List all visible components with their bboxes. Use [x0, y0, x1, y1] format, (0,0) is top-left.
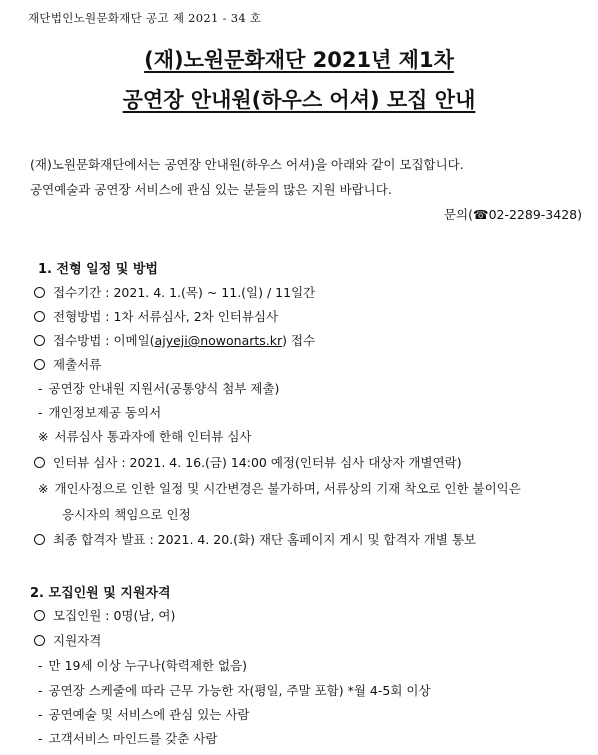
intro-line-1: (재)노원문화재단에서는 공연장 안내원(하우스 어셔)을 아래와 같이 모집합니다.: [30, 157, 464, 172]
intro-line-2: 공연예술과 공연장 서비스에 관심 있는 분들의 많은 지원 바랍니다.: [30, 182, 392, 197]
list-item-submit: 접수방법 : 이메일(ajyeji@nowonarts.kr) 접수: [34, 333, 315, 349]
dash-bullet: -: [38, 381, 43, 396]
qual-item-1: - 만 19세 이상 누구나(학력제한 없음): [38, 658, 248, 673]
reference-mark: ※: [38, 429, 49, 444]
circle-bullet-icon: [34, 287, 45, 298]
dash-bullet: -: [38, 658, 43, 673]
dash-bullet: -: [38, 683, 43, 698]
section-1-title: 1. 전형 일정 및 방법: [38, 262, 158, 277]
interview-note-continued: 응시자의 책임으로 인정: [62, 507, 191, 522]
list-item-docs: 제출서류: [34, 357, 101, 373]
dash-bullet: -: [38, 405, 43, 420]
list-item-period: 접수기간 : 2021. 4. 1.(목) ~ 11.(일) / 11일간: [34, 285, 315, 301]
circle-bullet-icon: [34, 359, 45, 370]
list-item-headcount: 모집인원 : 0명(남, 여): [34, 608, 175, 624]
interview-note: ※ 개인사정으로 인한 일정 및 시간변경은 불가하며, 서류상의 기재 착오로 인한 불이익은: [38, 481, 521, 496]
list-item-method: 전형방법 : 1차 서류심사, 2차 인터뷰심사: [34, 309, 278, 325]
doc-item-1: - 공연장 안내원 지원서(공통양식 첨부 제출): [38, 381, 280, 396]
section-2-title: 2. 모집인원 및 지원자격: [30, 586, 171, 601]
contact-number: 02-2289-3428): [488, 207, 582, 222]
qual-item-2: - 공연장 스케줄에 따라 근무 가능한 자(평일, 주말 포함) *월 4-5회 이상: [38, 683, 431, 698]
reference-mark: ※: [38, 481, 49, 496]
list-item-announce: 최종 합격자 발표 : 2021. 4. 20.(화) 재단 홈페이지 게시 및 합격자 개별 통보: [34, 532, 476, 548]
circle-bullet-icon: [34, 335, 45, 346]
circle-bullet-icon: [34, 610, 45, 621]
doc-item-2: - 개인정보제공 동의서: [38, 405, 162, 420]
circle-bullet-icon: [34, 635, 45, 646]
notice-number: 재단법인노원문화재단 공고 제 2021 - 34 호: [28, 11, 262, 25]
list-item-qualifications: 지원자격: [34, 633, 101, 649]
circle-bullet-icon: [34, 311, 45, 322]
list-item-interview: 인터뷰 심사 : 2021. 4. 16.(금) 14:00 예정(인터뷰 심사 대상자 개별연락): [34, 455, 462, 471]
title-line-1: (재)노원문화재단 2021년 제1차: [144, 48, 454, 72]
title-line-2: 공연장 안내원(하우스 어셔) 모집 안내: [122, 88, 476, 112]
dash-bullet: -: [38, 731, 43, 746]
qual-item-3: - 공연예술 및 서비스에 관심 있는 사람: [38, 707, 250, 722]
circle-bullet-icon: [34, 534, 45, 545]
docs-note: ※ 서류심사 통과자에 한해 인터뷰 심사: [38, 429, 252, 444]
contact-info: [444, 205, 582, 223]
dash-bullet: -: [38, 707, 43, 722]
circle-bullet-icon: [34, 457, 45, 468]
phone-icon: ☎: [472, 207, 489, 222]
qual-item-4: - 고객서비스 마인드를 갖춘 사람: [38, 731, 218, 746]
email-link[interactable]: ajyeji@nowonarts.kr: [154, 333, 283, 348]
contact-prefix: 문의(: [443, 207, 473, 222]
